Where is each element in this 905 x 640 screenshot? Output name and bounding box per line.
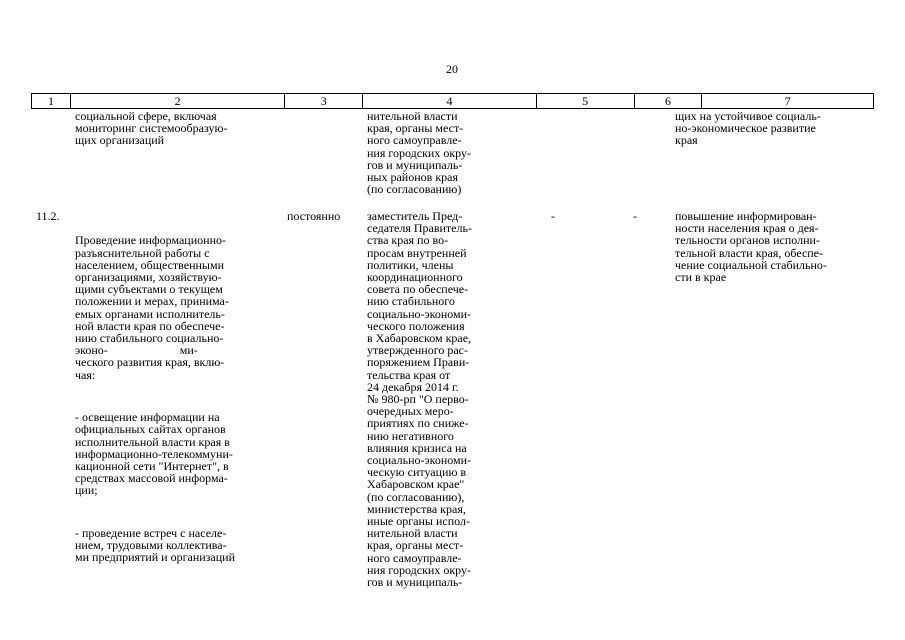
continued-row-result-text: щих на устойчивое социаль- но-экономическое развитие края [675,109,821,148]
column-header-4: 4 [362,94,536,108]
table-header-row [31,93,874,109]
column-header-5: 5 [536,94,634,108]
column-header-2: 2 [70,94,284,108]
row-expected-result: повышение информирован- ности населения края о дея- тельности органов исполни- тельной власти края, обеспе- чение социальной стабильно- сти в крае [675,209,827,285]
row-col5-dash: - [551,209,555,223]
row-measure-description [75,210,235,576]
measure-paragraph-websites: - освещение информации на официальных сайтах органов исполнительной власти края в информационно-телекоммуни- кационной сети "Интернет", в средствах массовой информа- ции; [75,410,233,498]
continued-row-measure-text: социальной сфере, включая мониторинг системообразую- щих организаций [75,109,228,148]
page-number: 20 [446,62,458,76]
row-responsible: заместитель Пред- седателя Правитель- ства края по во- просам внутренней политики, члены координационного совета по обеспече- нию стабильного социально-экономи- ческого положения в Хабаровском крае, утвержденного рас- поряжением Прави- тельства края от 24 декабря 2014 г. № 980-рп "О перво- очередных меро- приятиях по сниже- нию негативного влияния кризиса на социально-экономи- ческую ситуацию в Хабаровском крае" (по согласованию), министерства края, иные органы испол- нительной власти края, органы мест- ного самоуправле- ния городских окру- гов и муниципаль- [367,209,472,590]
column-header-7: 7 [701,94,873,108]
continued-row-responsible-text: нительной власти края, органы мест- ного самоуправле- ния городских окру- гов и муниципаль- ных районов края (по согласованию) [367,109,471,197]
measure-paragraph-intro: Проведение информационно- разъяснительной работы с населением, общественными организациями, хозяйствую- щими субъектами о текущем положении и мерах, принима- емых органами исполнитель- ной власти края по обеспече- нию стабильного социально- эконо- ми- ческого развития края, вклю- чая: [75,233,229,382]
column-header-6: 6 [634,94,702,108]
row-col6-dash: - [633,209,637,223]
column-header-3: 3 [284,94,362,108]
measure-paragraph-meetings: - проведение встреч с населе- нием, трудовыми коллектива- ми предприятий и организаций [75,526,236,565]
row-number: 11.2. [36,209,60,223]
column-header-1: 1 [47,94,54,108]
row-deadline: постоянно [287,209,341,223]
